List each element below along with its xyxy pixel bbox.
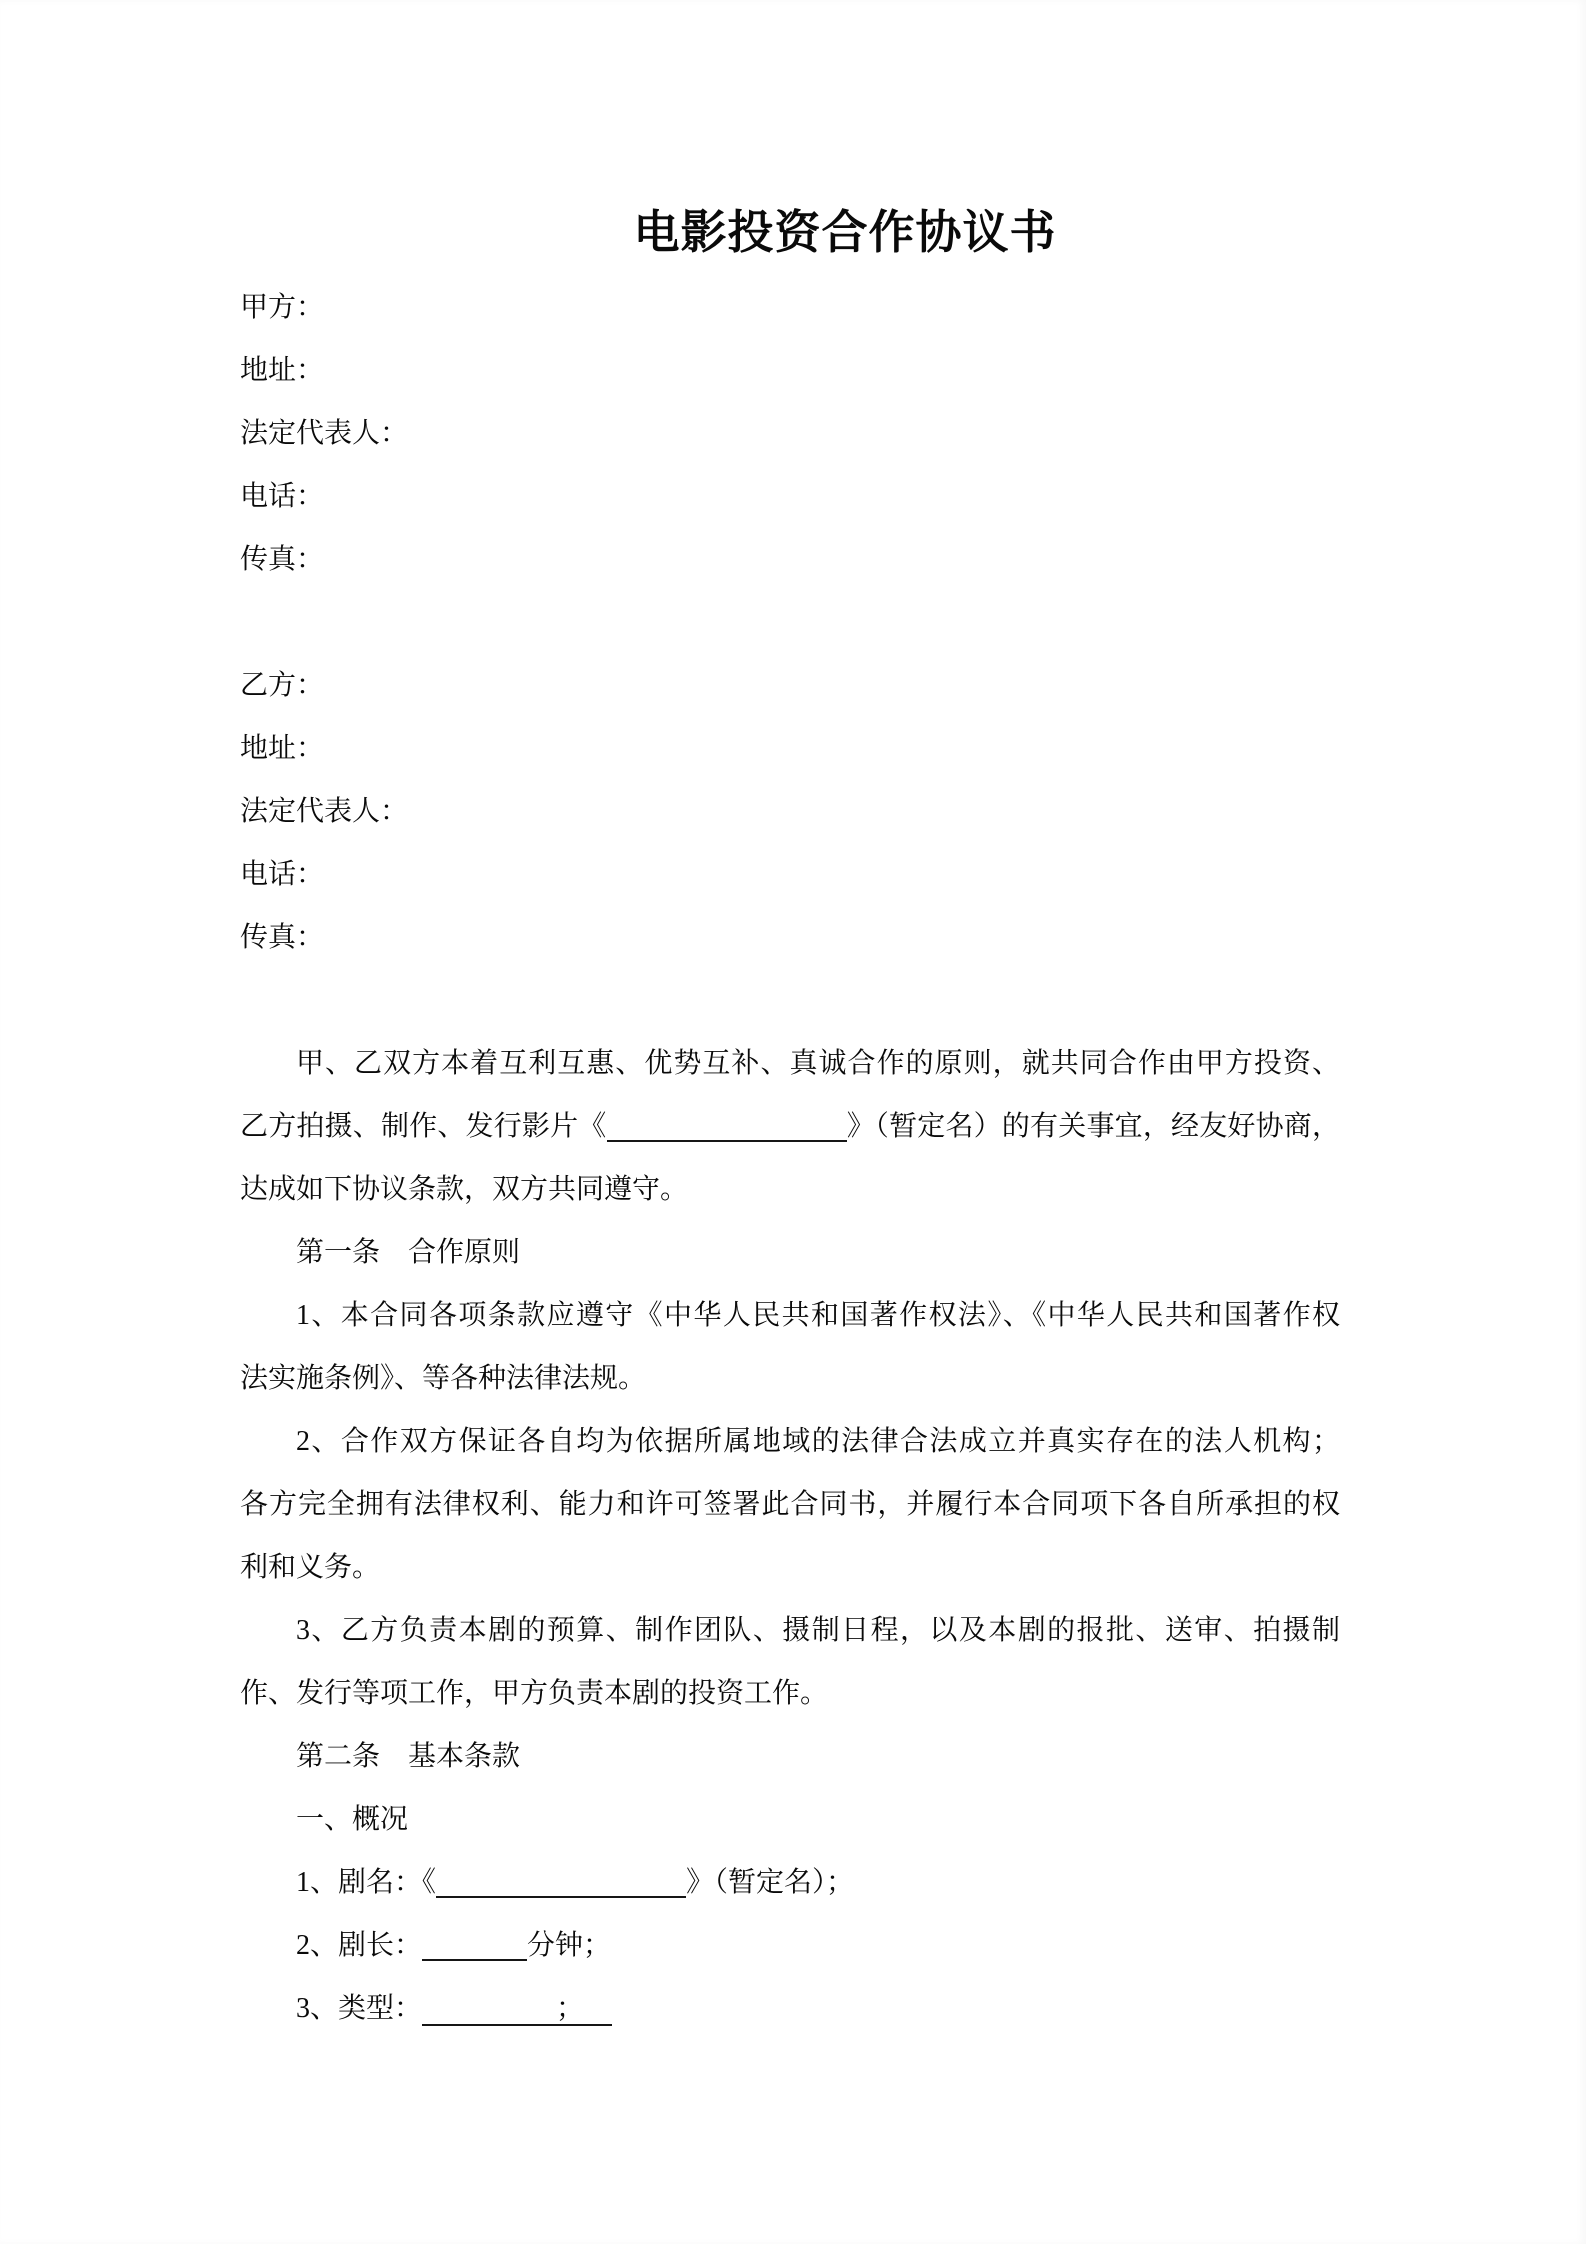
preamble-line <box>240 1158 1340 1221</box>
clause-line <box>240 1473 1340 1536</box>
party-b-address-field <box>240 717 1340 780</box>
text-segment: 法定代表人： <box>240 796 409 827</box>
text-segment: 第一条 合作原则 <box>296 1237 521 1268</box>
party-a-fax-field <box>240 528 1340 591</box>
text-segment: 电话： <box>240 859 325 890</box>
text-segment: 电话： <box>240 481 325 512</box>
text-segment: 1、本合同各项条款应遵守《中华人民共和国著作权法》、《中华人民共和国著作权 <box>296 1300 1340 1331</box>
clause-line <box>240 1410 1340 1473</box>
blank-underline-field <box>607 1108 847 1142</box>
text-segment: 》（暂定名）的有关事宜，经友好协商， <box>846 1111 1340 1142</box>
text-segment: 地址： <box>240 355 325 386</box>
text-segment: 乙方拍摄、制作、发行影片《 <box>240 1111 607 1142</box>
text-segment: 作、发行等项工作，甲方负责本剧的投资工作。 <box>240 1678 829 1709</box>
party-a-phone-field <box>240 465 1340 528</box>
document-title: 电影投资合作协议书 <box>633 207 1057 258</box>
text-segment: 一、概况 <box>296 1804 409 1835</box>
preamble-line <box>240 1032 1340 1095</box>
text-segment: 3、类型： <box>296 1993 423 2024</box>
text-segment: 甲、乙双方本着互利互惠、优势互补、真诚合作的原则，就共同合作由甲方投资、 <box>296 1048 1340 1079</box>
blank-underline-field <box>436 1864 686 1898</box>
clause-line <box>240 1599 1340 1662</box>
text-segment: 甲方： <box>240 292 325 323</box>
text-segment: 达成如下协议条款，双方共同遵守。 <box>240 1174 689 1205</box>
section-heading-article-1 <box>240 1221 1340 1284</box>
text-segment: 第二条 基本条款 <box>296 1741 521 1772</box>
party-b-legal-representative-field <box>240 780 1340 843</box>
party-a-legal-representative-field <box>240 402 1340 465</box>
film-type-field <box>240 1977 1340 2040</box>
blank-spacer-line <box>240 591 1340 654</box>
text-segment: 传真： <box>240 544 325 575</box>
party-b-name-field <box>240 654 1340 717</box>
party-a-name-field <box>240 276 1340 339</box>
blank-spacer-line <box>240 969 1340 1032</box>
blank-underline-field: ； <box>422 1992 612 2026</box>
text-segment: 乙方： <box>240 670 325 701</box>
clause-line <box>240 1536 1340 1599</box>
text-segment: 地址： <box>240 733 325 764</box>
preamble-line <box>240 1095 1340 1158</box>
document-body <box>240 276 1340 2040</box>
text-segment: 》（暂定名）； <box>686 1867 855 1898</box>
text-segment: 传真： <box>240 922 325 953</box>
text-segment: 各方完全拥有法律权利、能力和许可签署此合同书，并履行本合同项下各自所承担的权 <box>240 1489 1340 1520</box>
text-segment: 利和义务。 <box>240 1552 381 1583</box>
text-segment: 法实施条例》、等各种法律法规。 <box>240 1363 647 1394</box>
party-b-fax-field <box>240 906 1340 969</box>
text-segment: 2、合作双方保证各自均为依据所属地域的法律合法成立并真实存在的法人机构； <box>296 1426 1340 1457</box>
text-segment: 3、乙方负责本剧的预算、制作团队、摄制日程，以及本剧的报批、送审、拍摄制 <box>296 1615 1340 1646</box>
section-heading-article-2 <box>240 1725 1340 1788</box>
clause-line <box>240 1284 1340 1347</box>
clause-line <box>240 1347 1340 1410</box>
text-segment: 法定代表人： <box>240 418 409 449</box>
clause-line <box>240 1662 1340 1725</box>
party-b-phone-field <box>240 843 1340 906</box>
subsection-heading-overview <box>240 1788 1340 1851</box>
blank-underline-field <box>422 1927 527 1961</box>
film-title-field <box>240 1851 1340 1914</box>
film-length-field <box>240 1914 1340 1977</box>
party-a-address-field <box>240 339 1340 402</box>
text-segment: 分钟； <box>527 1930 612 1961</box>
text-segment: 1、剧名：《 <box>296 1867 437 1898</box>
text-segment: 2、剧长： <box>296 1930 423 1961</box>
